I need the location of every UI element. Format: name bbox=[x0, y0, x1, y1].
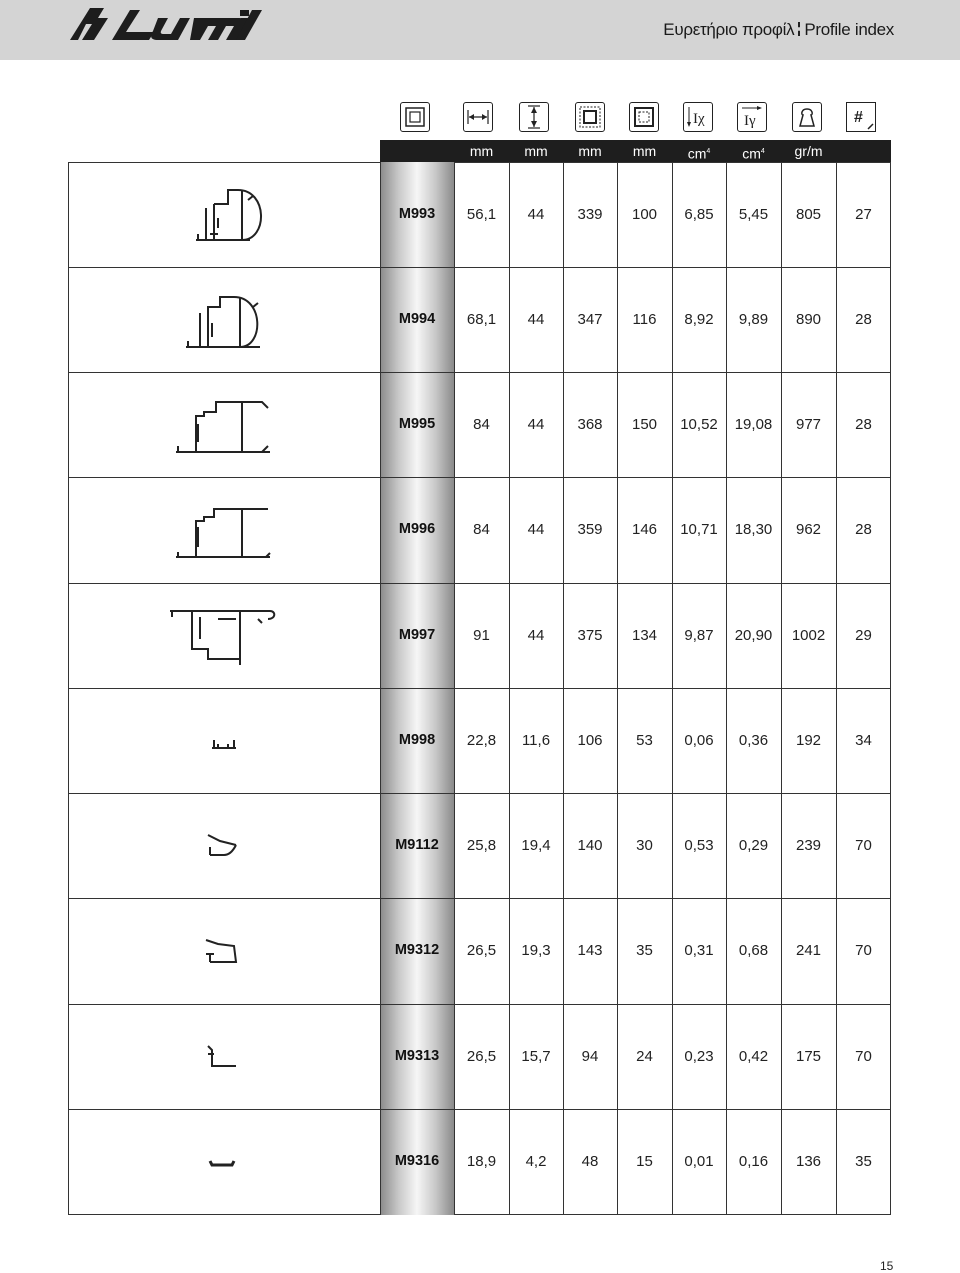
table-cell: 116 bbox=[632, 311, 657, 328]
unit-label: mm bbox=[524, 143, 548, 159]
table-cell: 68,1 bbox=[466, 311, 497, 328]
table-cell: 28 bbox=[855, 521, 872, 538]
outer-perimeter-icon bbox=[575, 102, 605, 132]
table-cell: 15 bbox=[636, 1153, 653, 1170]
table-row bbox=[68, 162, 891, 267]
table-row bbox=[68, 898, 891, 1003]
table-cell: 70 bbox=[855, 1048, 872, 1065]
table-cell: 44 bbox=[527, 206, 545, 223]
profile-code: M9112 bbox=[395, 837, 439, 853]
table-cell: 26,5 bbox=[466, 942, 497, 959]
table-cell: 143 bbox=[577, 942, 603, 959]
table-cell: 44 bbox=[527, 416, 545, 433]
profile-drawing bbox=[158, 898, 358, 1003]
table-cell: 5,45 bbox=[738, 206, 769, 223]
table-cell: 9,87 bbox=[684, 627, 714, 644]
table-cell: 22,8 bbox=[466, 732, 497, 749]
table-cell: 977 bbox=[795, 416, 822, 433]
table-cell: 15,7 bbox=[521, 1048, 551, 1065]
table-cell: 24 bbox=[636, 1048, 653, 1065]
table-row bbox=[68, 267, 891, 372]
table-cell: 359 bbox=[577, 521, 603, 538]
table-cell: 368 bbox=[577, 416, 603, 433]
table-cell: 0,42 bbox=[738, 1048, 769, 1065]
table-cell: 29 bbox=[855, 627, 872, 644]
table-cell: 70 bbox=[855, 837, 872, 854]
table-cell: 27 bbox=[855, 206, 872, 223]
table-cell: 26,5 bbox=[466, 1048, 497, 1065]
table-cell: 84 bbox=[473, 416, 490, 433]
table-cell: 18,9 bbox=[466, 1153, 497, 1170]
page-header bbox=[0, 0, 960, 60]
table-row bbox=[68, 477, 891, 582]
weight-icon bbox=[792, 102, 822, 132]
table-cell: 70 bbox=[855, 942, 872, 959]
svg-text:Iχ: Iχ bbox=[693, 111, 705, 127]
table-cell: 962 bbox=[795, 521, 822, 538]
unit-label: mm bbox=[578, 143, 602, 159]
table-cell: 239 bbox=[795, 837, 822, 854]
profile-code: M9312 bbox=[394, 942, 440, 958]
profile-drawing bbox=[158, 793, 358, 898]
table-cell: 56,1 bbox=[466, 206, 497, 223]
units-header bbox=[380, 140, 891, 163]
table-cell: 10,71 bbox=[680, 521, 718, 538]
unit-label: $cm^4$ bbox=[742, 145, 765, 162]
table-cell: 20,90 bbox=[734, 627, 773, 644]
table-cell: 0,29 bbox=[738, 837, 769, 854]
table-cell: 150 bbox=[631, 416, 658, 433]
profile-drawing bbox=[158, 267, 358, 372]
table-cell: 34 bbox=[855, 732, 872, 749]
profile-code: M998 bbox=[398, 732, 436, 748]
table-cell: 4,2 bbox=[525, 1153, 547, 1170]
table-cell: 91 bbox=[473, 627, 490, 644]
table-cell: 890 bbox=[795, 311, 822, 328]
svg-text:#: # bbox=[854, 109, 863, 126]
profile-code: M996 bbox=[398, 521, 436, 537]
table-cell: 241 bbox=[795, 942, 822, 959]
table-cell: 100 bbox=[631, 206, 658, 223]
table-cell: 0,36 bbox=[738, 732, 769, 749]
table-cell: 0,23 bbox=[684, 1048, 714, 1065]
alumil-logo bbox=[68, 4, 263, 44]
table-cell: 30 bbox=[636, 837, 653, 854]
table-cell: 48 bbox=[581, 1153, 599, 1170]
table-row bbox=[68, 793, 891, 898]
table-cell: 0,68 bbox=[738, 942, 769, 959]
table-cell: 0,06 bbox=[684, 732, 714, 749]
table-cell: 8,92 bbox=[684, 311, 714, 328]
page-icon bbox=[846, 102, 876, 132]
table-row bbox=[68, 583, 891, 688]
unit-label: gr/m bbox=[794, 143, 823, 159]
unit-label: mm bbox=[632, 143, 657, 159]
table-cell: 44 bbox=[527, 311, 545, 328]
table-cell: 9,89 bbox=[738, 311, 769, 328]
table-cell: 0,16 bbox=[738, 1153, 769, 1170]
profile-code: M995 bbox=[398, 416, 436, 432]
profile-drawing bbox=[158, 688, 358, 793]
table-cell: 805 bbox=[795, 206, 822, 223]
table-cell: 94 bbox=[581, 1048, 599, 1065]
table-cell: 44 bbox=[527, 627, 545, 644]
table-cell: 140 bbox=[577, 837, 603, 854]
profile-drawing bbox=[158, 583, 358, 688]
table-cell: 106 bbox=[577, 732, 603, 749]
table-cell: 19,4 bbox=[521, 837, 551, 854]
profile-code: M994 bbox=[398, 311, 436, 327]
profile-code: M997 bbox=[398, 627, 436, 643]
profile-drawing bbox=[158, 1109, 358, 1214]
table-cell: 53 bbox=[636, 732, 653, 749]
table-cell: 44 bbox=[527, 521, 545, 538]
profile-drawing bbox=[158, 477, 358, 582]
table-row bbox=[68, 372, 891, 477]
table-cell: 192 bbox=[795, 732, 822, 749]
profile-code: M9316 bbox=[394, 1153, 440, 1169]
page-title: Ευρετήριο προφίλ Profile index bbox=[663, 20, 894, 39]
svg-text:Iγ: Iγ bbox=[744, 113, 756, 129]
table-cell: 28 bbox=[855, 311, 872, 328]
table-cell: 134 bbox=[631, 627, 658, 644]
table-cell: 6,85 bbox=[684, 206, 714, 223]
table-cell: 84 bbox=[473, 521, 490, 538]
unit-label: $cm^4$ bbox=[687, 145, 711, 162]
inertia-y-icon bbox=[737, 102, 767, 132]
horizontal-dimension-icon bbox=[463, 102, 493, 132]
inner-perimeter-icon bbox=[629, 102, 659, 132]
table-cell: 35 bbox=[636, 942, 653, 959]
table-cell: 11,6 bbox=[521, 732, 551, 749]
table-cell: 18,30 bbox=[734, 521, 773, 538]
table-cell: 19,3 bbox=[521, 942, 551, 959]
profile-drawing bbox=[158, 162, 358, 267]
page-number: 15 bbox=[880, 1259, 894, 1273]
table-cell: 0,01 bbox=[684, 1153, 714, 1170]
table-cell: 136 bbox=[795, 1153, 822, 1170]
table-cell: 19,08 bbox=[734, 416, 773, 433]
profile-drawing bbox=[158, 372, 358, 477]
table-cell: 28 bbox=[855, 416, 872, 433]
width-icon bbox=[400, 102, 430, 132]
table-cell: 10,52 bbox=[680, 416, 718, 433]
unit-label: mm bbox=[469, 143, 494, 159]
profile-code: M993 bbox=[398, 206, 436, 222]
table-row bbox=[68, 688, 891, 793]
profile-drawing bbox=[158, 1004, 358, 1109]
table-cell: 146 bbox=[631, 521, 658, 538]
table-cell: 375 bbox=[577, 627, 603, 644]
inertia-x-icon bbox=[683, 102, 713, 132]
table-cell: 1002 bbox=[791, 627, 826, 644]
table-cell: 0,53 bbox=[684, 837, 714, 854]
table-cell: 35 bbox=[855, 1153, 872, 1170]
table-row bbox=[68, 1004, 891, 1109]
table-cell: 175 bbox=[795, 1048, 822, 1065]
table-cell: 25,8 bbox=[466, 837, 497, 854]
profile-code: M9313 bbox=[394, 1048, 440, 1064]
table-cell: 347 bbox=[577, 311, 603, 328]
vertical-dimension-icon bbox=[519, 102, 549, 132]
table-cell: 0,31 bbox=[684, 942, 714, 959]
table-cell: 339 bbox=[577, 206, 603, 223]
table-row bbox=[68, 1109, 891, 1214]
